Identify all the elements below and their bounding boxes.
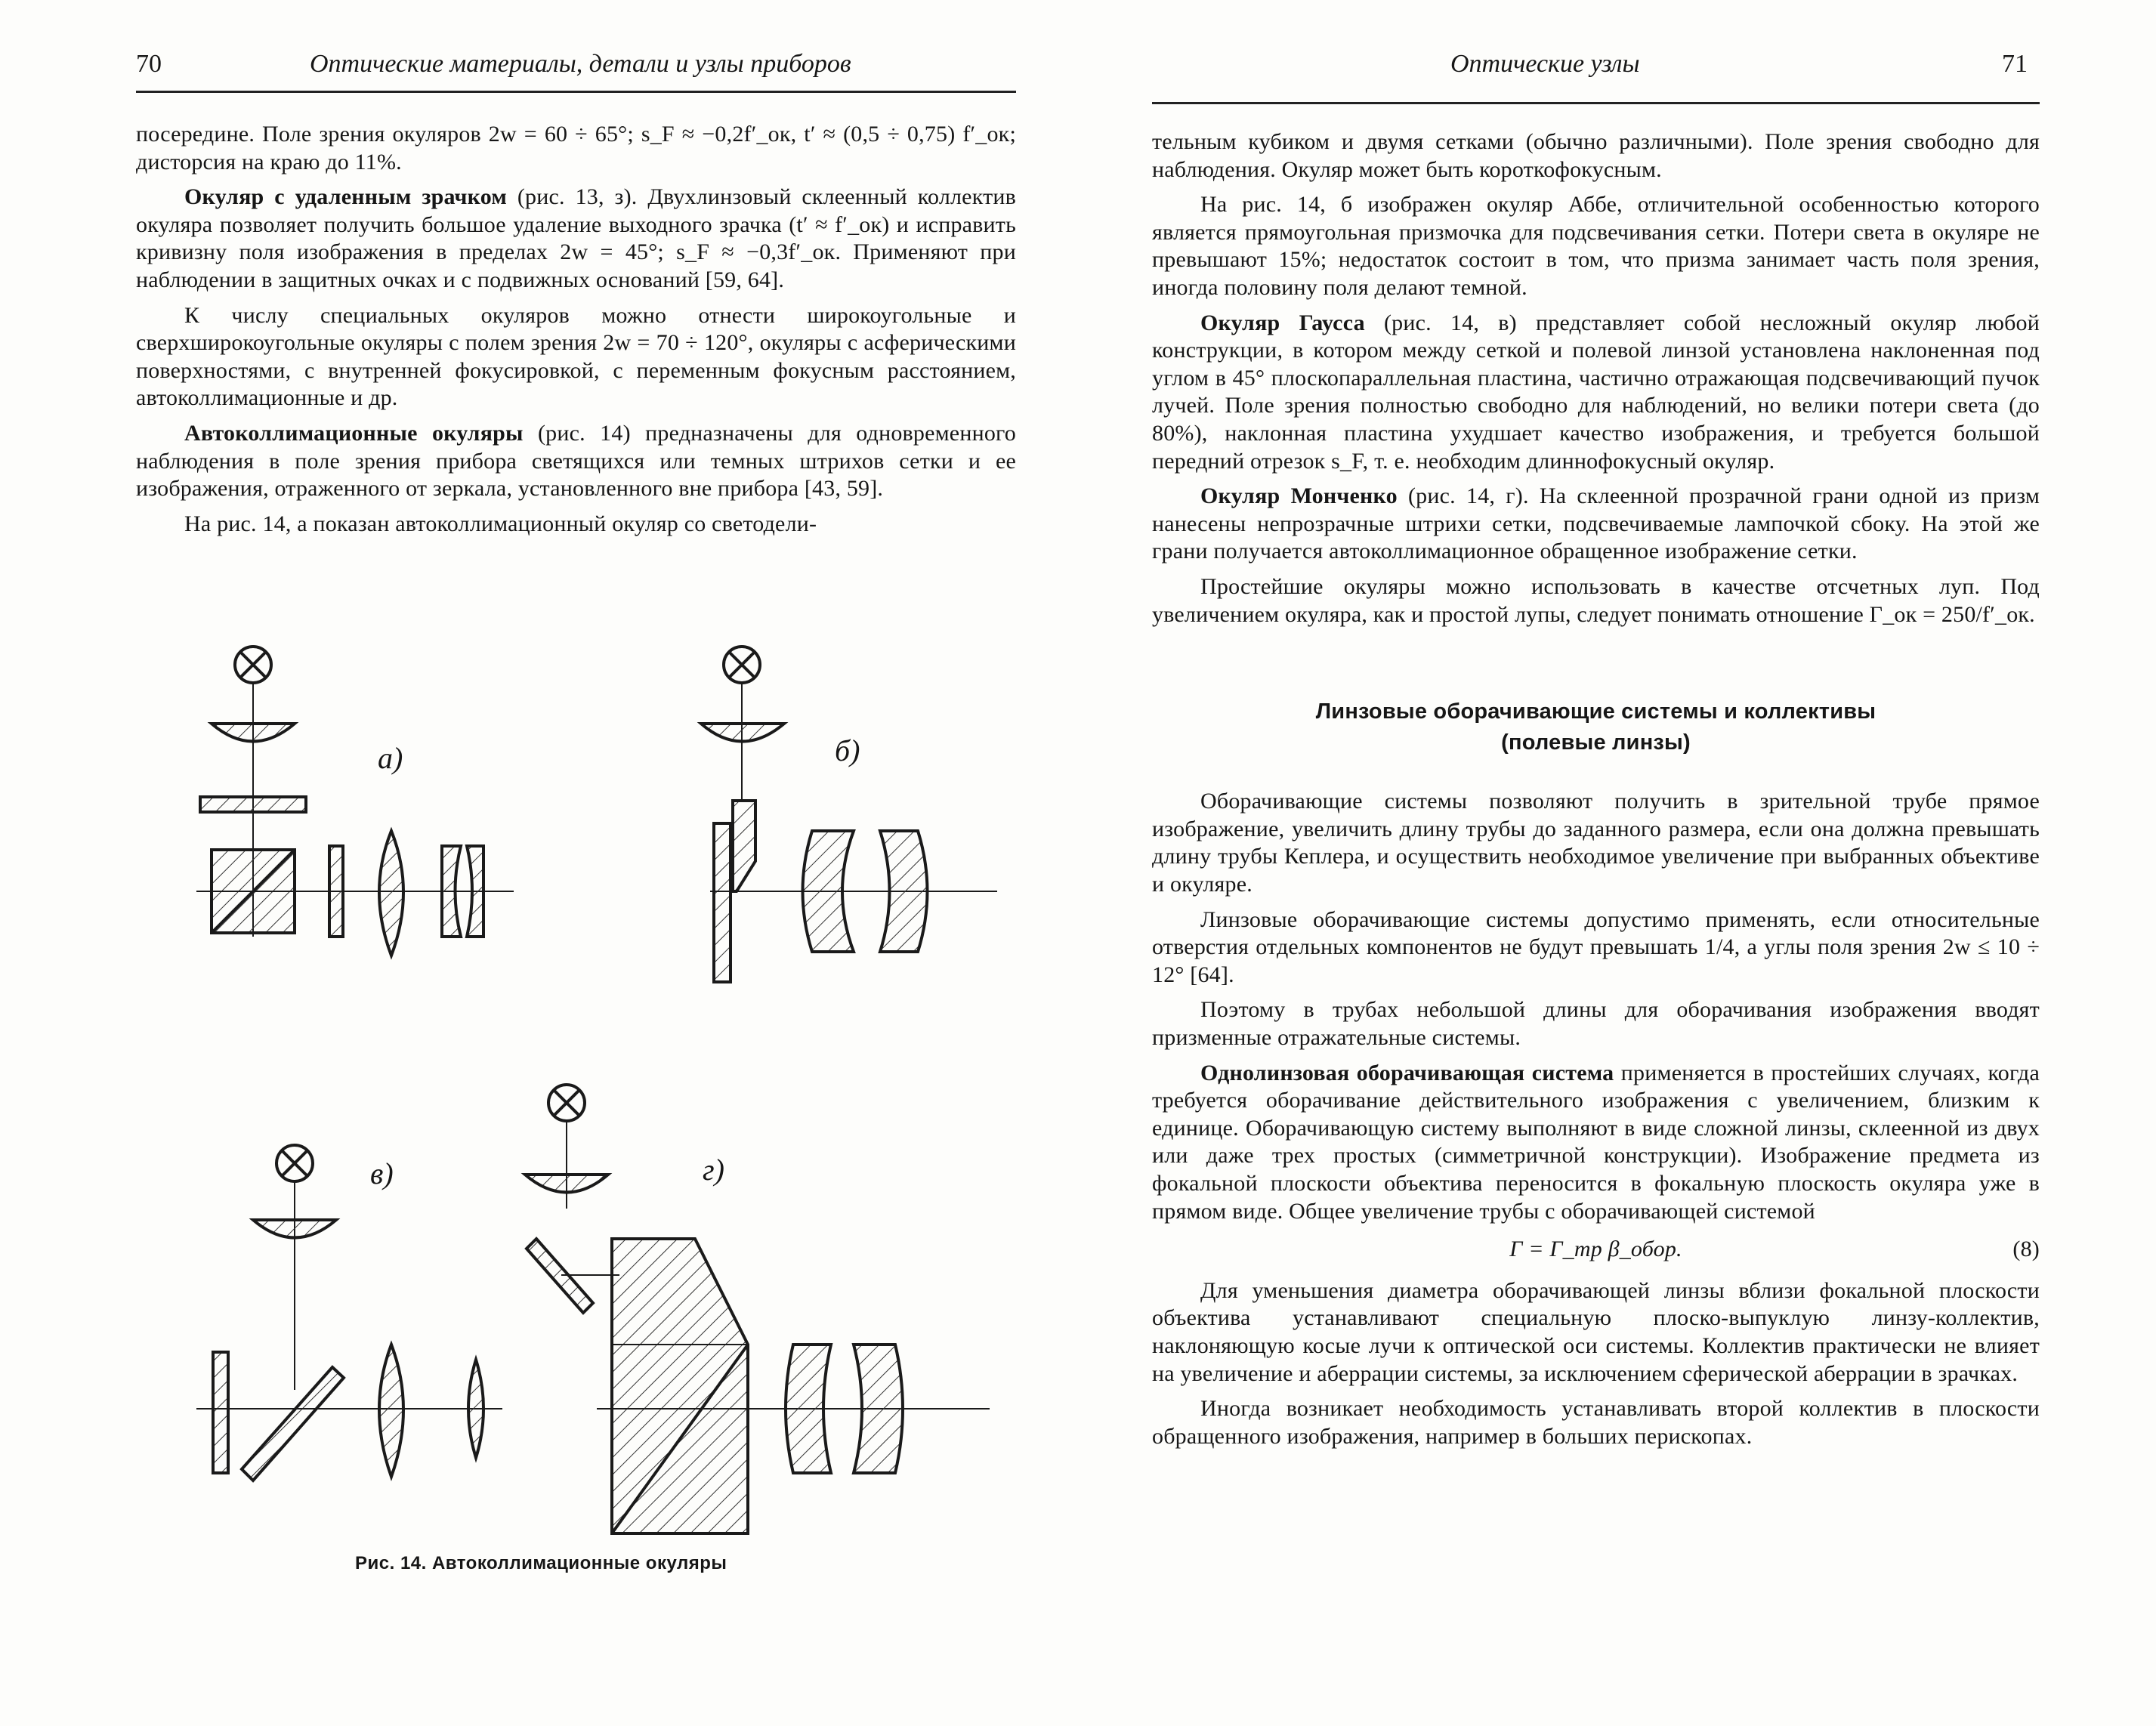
paragraph: Окуляр Гаусса (рис. 14, в) представляет собой несложный окуляр любой конструкции, в котором между сеткой и полевой линзой установлена наклоненная под углом в 45° плоскопараллельная пластина, частично отражающая подсвечивающий пучок лучей. Поле зрения полностью свободно для наблюдений, но велики потери света (до 80%), наклонная пластина ухудшает качество изображения, и требуется большой передний отрезок s_F, т. е. необходим длиннофокусный окуляр. bbox=[1152, 310, 2040, 474]
diagram-b bbox=[701, 647, 997, 982]
equation-number: (8) bbox=[2012, 1237, 2040, 1262]
page-number: 70 bbox=[136, 50, 162, 78]
text-column bbox=[136, 121, 1016, 545]
paragraph: Иногда возникает необходимость устанавливать второй коллектив в плоскости обращенного изображения, например в больших перископах. bbox=[1152, 1396, 2040, 1449]
diagram-a bbox=[196, 647, 514, 956]
paragraph: Поэтому в трубах небольшой длины для оборачивания изображения вводят призменные отражательные системы. bbox=[1152, 997, 2040, 1051]
paragraph: Линзовые оборачивающие системы допустимо применять, если относительные отверстия отдельных компонентов не будут превышать 1/4, а углы поля зрения 2w ≤ 10 ÷ 12° [64]. bbox=[1152, 906, 2040, 987]
paragraph: тельным кубиком и двумя сетками (обычно различными). Поле зрения свободно для наблюдения. Окуляр может быть короткофокусным. bbox=[1152, 129, 2040, 182]
running-head: Оптические материалы, детали и узлы приборов bbox=[310, 50, 851, 78]
label-b: б) bbox=[835, 733, 860, 767]
paragraph: Однолинзовая оборачивающая система применяется в простейших случаях, когда требуется оборачивание действительного изображения с увеличением, близким к единице. Оборачивающую систему выполняют в виде сложной линзы, склеенной из двух или даже трех простых (симметричной конструкции). Изображение предмета из фокальной плоскости объектива переносится в фокальную плоскость окуляра уже в прямом виде. Общее увеличение трубы с оборачивающей системой bbox=[1152, 1060, 2040, 1224]
diagram-g bbox=[525, 1085, 990, 1533]
page-number: 71 bbox=[2002, 50, 2028, 78]
section-title: Линзовые оборачивающие системы и коллективы (полевые линзы) bbox=[1315, 699, 1876, 755]
paragraph: Окуляр с удаленным зрачком (рис. 13, з). Двухлинзовый склеенный коллектив окуляра позволяет получить большое удаление выходного зрачка (t′ ≈ f′_ок) и исправить кривизну поля изображения в пределах 2w = 45°; s_F ≈ −0,3f′_ок. Применяют при наблюдении в защитных очках и с подвижных оснований [59, 64]. bbox=[136, 184, 1017, 292]
label-a: а) bbox=[378, 741, 403, 775]
paragraph: Автоколлимационные окуляры (рис. 14) предназначены для одновременного наблюдения в поле зрения прибора светящихся или темных штрихов сетки и ее изображения, отраженного от зеркала, установленного вне прибора [43, 59]. bbox=[136, 420, 1016, 502]
paragraph: Простейшие окуляры можно использовать в качестве отсчетных луп. Под увеличением окуляра, как и простой лупы, следует понимать отношение Γ_ок = 250/f′_ок. bbox=[1152, 573, 2040, 627]
label-v: в) bbox=[370, 1156, 394, 1190]
paragraph: посередине. Поле зрения окуляров 2w = 60 ÷ 65°; s_F ≈ −0,2f′_ок, t′ ≈ (0,5 ÷ 0,75) f′_ок; дисторсия на краю до 11%. bbox=[136, 122, 1016, 174]
text-column bbox=[1152, 128, 2040, 1458]
paragraph: Оборачивающие системы позволяют получить в зрительной трубе прямое изображение, увеличить длину трубы до заданного размера, если она должна превышать длину трубы Кеплера, и осуществить необходимое увеличение при выбранных объективе и окуляре. bbox=[1152, 789, 2040, 897]
figure-caption: Рис. 14. Автоколлимационные окуляры bbox=[355, 1553, 727, 1573]
term: Окуляр Гаусса bbox=[1200, 310, 1365, 335]
right-page bbox=[1103, 0, 2156, 1726]
term: Однолинзовая оборачивающая система bbox=[1200, 1060, 1614, 1085]
paragraph: Для уменьшения диаметра оборачивающей линзы вблизи фокальной плоскости объектива устанавливают специальную плоско-выпуклую линзу-коллектив, наклоняющую косые лучи к оптической оси системы. Коллектив практически не влияет на увеличение и аберрации системы, за исключением сферической аберрации в зрачках. bbox=[1152, 1277, 2040, 1386]
equation-8 bbox=[1152, 1236, 2040, 1264]
label-g: г) bbox=[703, 1153, 724, 1187]
paragraph: На рис. 14, б изображен окуляр Аббе, отличительной особенностью которого является прямоугольная призмочка для подсвечивания сетки. Потери света в окуляре не превышают 15%; недостаток состоит в том, что призма занимает часть поля зрения, иногда половину поля делают темной. bbox=[1152, 192, 2040, 300]
paragraph: К числу специальных окуляров можно отнести широкоугольные и сверхширокоугольные окуляры с полем зрения 2w = 70 ÷ 120°, окуляры с асферическими поверхностями, с внутренней фокусировкой, с переменным фокусным расстоянием, автоколлимационные и др. bbox=[136, 302, 1016, 411]
header-rule bbox=[1152, 102, 2040, 104]
diagram-v bbox=[196, 1145, 502, 1481]
term: Окуляр Монченко bbox=[1200, 483, 1398, 509]
paragraph: На рис. 14, а показан автоколлимационный окуляр со светодели- bbox=[184, 511, 817, 536]
term: Автоколлимационные окуляры bbox=[184, 420, 524, 446]
equation: Γ = Γ_тр β_обор. bbox=[1509, 1237, 1682, 1262]
header-rule bbox=[136, 91, 1016, 93]
term: Окуляр с удаленным зрачком bbox=[184, 184, 508, 210]
running-head: Оптические узлы bbox=[1450, 50, 1640, 78]
left-page bbox=[0, 0, 1058, 1726]
figure-14-drawing bbox=[151, 619, 1058, 1548]
figure-14 bbox=[151, 619, 1058, 1579]
paragraph: Окуляр Монченко (рис. 14, г). На склеенной прозрачной грани одной из призм нанесены непрозрачные штрихи сетки, подсвечиваемые лампочкой сбоку. На этой же грани получается автоколлимационное обращенное изображение сетки. bbox=[1152, 483, 2040, 564]
